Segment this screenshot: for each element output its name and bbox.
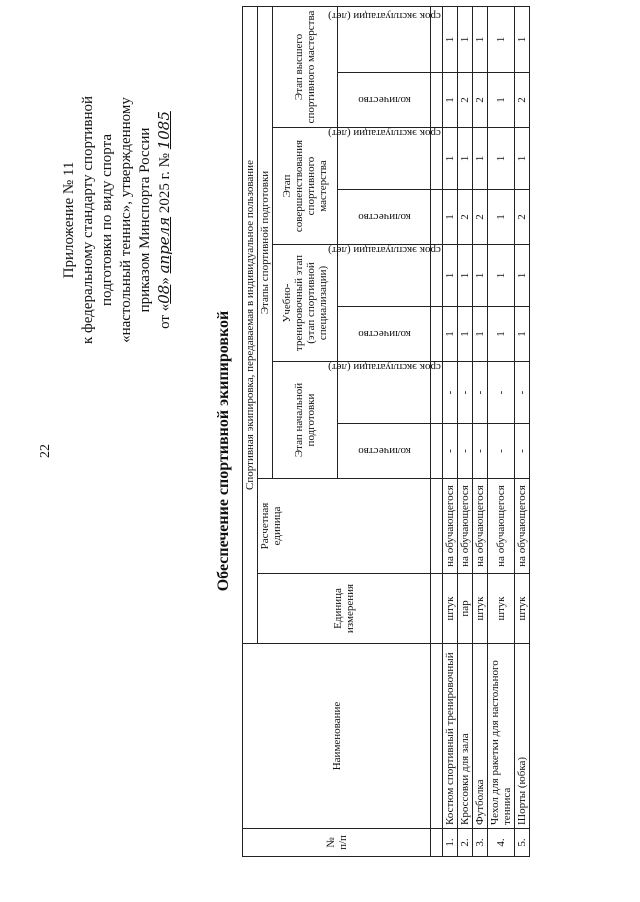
cell-value: 1 (473, 128, 488, 190)
row-unit: штук (515, 574, 530, 644)
header-stage-training: Учебно-тренировочный этап (этап спортивной специализации) (273, 245, 338, 362)
document-title: Обеспечение спортивной экипировкой (215, 310, 232, 592)
cell-value: 1 (458, 6, 473, 72)
row-calc-unit: на обучающегося (443, 479, 458, 574)
cell-value: 2 (515, 190, 530, 245)
header-term: срок эксплуатации (лет) (338, 362, 431, 424)
cell-value: 1 (488, 73, 515, 128)
appendix-title: Приложение № 11 (61, 161, 77, 279)
cell-value: - (515, 362, 530, 424)
cell-value: - (473, 424, 488, 479)
appendix-line-4: «настольный теннис», утвержденному (118, 97, 134, 343)
date-month: апреля (155, 216, 173, 274)
row-name: Кроссовки для зала (458, 644, 473, 829)
date-year: 2025 г. № (157, 149, 173, 217)
header-calc-unit: Расчетная единица (258, 479, 431, 574)
cell-value: 1 (443, 73, 458, 128)
header-quantity: количество (338, 73, 431, 128)
cell-value: 2 (458, 190, 473, 245)
cell-value: - (458, 362, 473, 424)
cell-value: 1 (458, 128, 473, 190)
cell-value: - (443, 424, 458, 479)
cell-value: 2 (473, 190, 488, 245)
date-day: 08 (155, 284, 173, 304)
row-number: 4. (488, 829, 515, 857)
date-prefix: от « (157, 303, 173, 329)
row-unit: пар (458, 574, 473, 644)
row-name: Футболка (473, 644, 488, 829)
header-term: срок эксплуатации (лет) (338, 6, 431, 72)
row-calc-unit: на обучающегося (515, 479, 530, 574)
cell-value: 1 (473, 307, 488, 362)
cell-value: 1 (488, 190, 515, 245)
row-unit: штук (473, 574, 488, 644)
appendix-line-5: приказом Минспорта России (137, 127, 153, 313)
cell-value: 1 (443, 6, 458, 72)
table-row (473, 6, 488, 856)
appendix-header (60, 40, 175, 400)
row-number: 2. (458, 829, 473, 857)
row-number: 5. (515, 829, 530, 857)
date-mid: » (157, 273, 173, 285)
header-stage-higher: Этап высшего спортивного мастерства (273, 6, 338, 127)
cell-value: 1 (458, 245, 473, 307)
row-number: 1. (443, 829, 458, 857)
cell-value: 1 (443, 128, 458, 190)
cell-value: 2 (515, 73, 530, 128)
cell-value: - (443, 362, 458, 424)
row-name: Чехол для ракетки для настольного тенниса (488, 644, 515, 829)
cell-value: 1 (515, 245, 530, 307)
row-unit: штук (443, 574, 458, 644)
header-term: срок эксплуатации (лет) (338, 245, 431, 307)
cell-value: 1 (488, 307, 515, 362)
page-number: 22 (38, 444, 53, 458)
row-unit: штук (488, 574, 515, 644)
header-term: срок эксплуатации (лет) (338, 128, 431, 190)
cell-value: 1 (488, 245, 515, 307)
header-stage-improvement: Этап совершенствования спортивного мастерства (273, 128, 338, 245)
equipment-table (242, 6, 530, 857)
table-row (488, 6, 515, 856)
appendix-date-line (155, 40, 175, 400)
header-quantity: количество (338, 307, 431, 362)
cell-value: 1 (515, 128, 530, 190)
header-name: Наименование (243, 644, 431, 829)
row-name: Костюм спортивный тренировочный (443, 644, 458, 829)
cell-value: - (458, 424, 473, 479)
cell-value: 2 (458, 73, 473, 128)
cell-value: 1 (515, 6, 530, 72)
appendix-line-3: подготовки по виду спорта (99, 134, 115, 306)
header-number: № п/п (243, 829, 431, 857)
cell-value: - (515, 424, 530, 479)
cell-value: 1 (473, 6, 488, 72)
cell-value: 2 (473, 73, 488, 128)
cell-value: - (488, 362, 515, 424)
header-quantity: количество (338, 424, 431, 479)
row-calc-unit: на обучающегося (488, 479, 515, 574)
row-number: 3. (473, 829, 488, 857)
row-calc-unit: на обучающегося (473, 479, 488, 574)
cell-value: 1 (443, 307, 458, 362)
header-quantity: количество (338, 190, 431, 245)
appendix-line-2: к федеральному стандарту спортивной (80, 95, 96, 345)
cell-value: 1 (515, 307, 530, 362)
cell-value: 1 (458, 307, 473, 362)
cell-value: 1 (443, 190, 458, 245)
header-stage-initial: Этап начальной подготовки (273, 362, 338, 479)
header-row-1 (243, 6, 258, 856)
table-row (515, 6, 530, 856)
order-number: 1085 (155, 111, 173, 150)
row-calc-unit: на обучающегося (458, 479, 473, 574)
row-name: Шорты (юбка) (515, 644, 530, 829)
table-row (458, 6, 473, 856)
header-unit: Единица измерения (258, 574, 431, 644)
cell-value: 1 (488, 128, 515, 190)
header-top-group: Спортивная экипировка, передаваемая в индивидуальное пользование (243, 6, 258, 643)
cell-value: - (488, 424, 515, 479)
cell-value: 1 (473, 245, 488, 307)
table-row (443, 6, 458, 856)
cell-value: - (473, 362, 488, 424)
cell-value: 1 (488, 6, 515, 72)
header-stages-group: Этапы спортивной подготовки (258, 6, 273, 478)
cell-value: 1 (443, 245, 458, 307)
